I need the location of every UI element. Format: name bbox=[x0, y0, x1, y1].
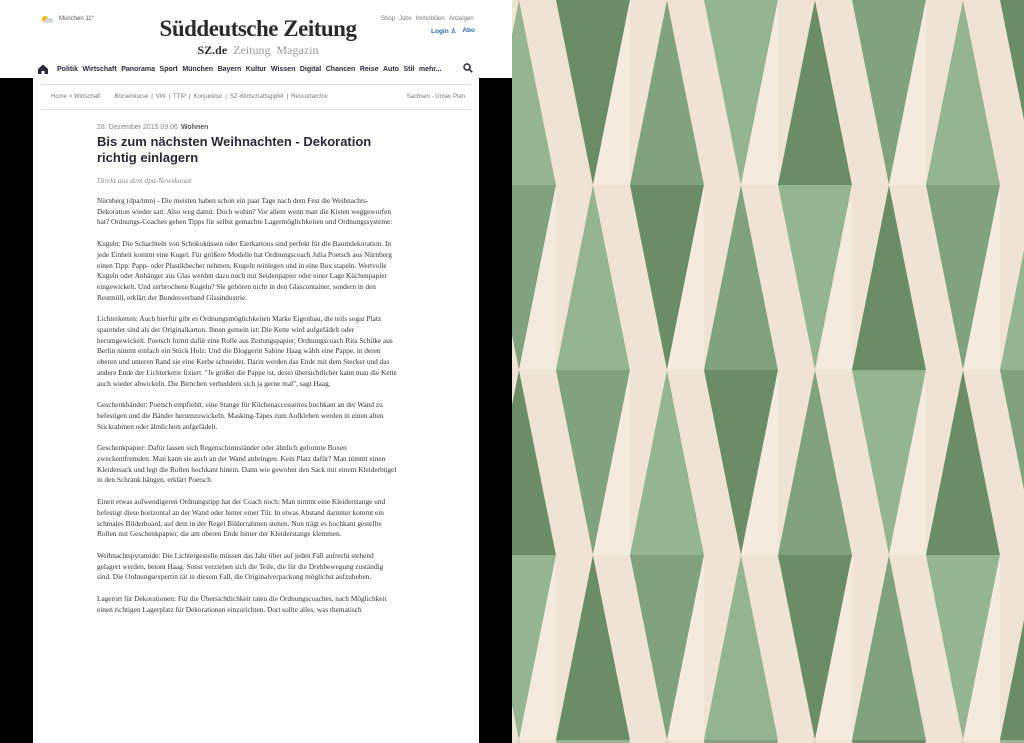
triangle-pattern bbox=[512, 0, 1024, 743]
login-row bbox=[431, 27, 475, 35]
breadcrumb-boersenkurse[interactable]: Börsenkurse bbox=[114, 94, 149, 100]
nav-chancen[interactable]: Chancen bbox=[325, 65, 356, 73]
anzeigen-link[interactable]: Anzeigen bbox=[448, 16, 474, 22]
breadcrumb-vw[interactable]: VW bbox=[155, 94, 166, 100]
nav-sport[interactable]: Sport bbox=[159, 65, 178, 73]
article-paragraph: Einen etwas aufwendigeren Ordnungstipp hat der Coach noch: Man nimmt eine Kleiderstange und befestigt diese horizontal an der Wand oder hinter einer Tür. In etwas Abstand darunter kommt ein schmales Bilderboard, auf dem in der Regel Bilderrahmen stehen. Nun trägt es hochkant gestellte Rollen mit Geschenkpapier, die am oberen Ende hinter der Kleiderstange klemmen. bbox=[97, 497, 386, 539]
nav-wirtschaft[interactable]: Wirtschaft bbox=[82, 65, 117, 73]
breadcrumb-ressortarchiv[interactable]: Ressortarchiv bbox=[291, 94, 328, 100]
pattern-panel bbox=[512, 0, 1024, 743]
masthead[interactable] bbox=[152, 17, 364, 57]
shop-link[interactable]: Shop bbox=[381, 16, 396, 22]
masthead-subnav bbox=[152, 43, 364, 57]
nav-politik[interactable]: Politik bbox=[57, 65, 79, 73]
article-meta bbox=[97, 124, 397, 131]
zeitung-link[interactable]: Zeitung bbox=[233, 43, 271, 57]
site-header bbox=[0, 0, 512, 80]
breadcrumb-subnav bbox=[115, 94, 328, 100]
nav-panorama[interactable]: Panorama bbox=[121, 65, 156, 73]
article-body bbox=[97, 196, 397, 616]
breadcrumb bbox=[41, 84, 471, 110]
nav-wissen[interactable]: Wissen bbox=[270, 65, 296, 73]
breadcrumb-separator: | bbox=[286, 94, 289, 100]
service-links bbox=[381, 16, 474, 22]
immobilien-link[interactable]: Immobilien bbox=[415, 16, 445, 22]
nav-digital[interactable]: Digital bbox=[299, 65, 322, 73]
breadcrumb-separator: | bbox=[225, 94, 227, 100]
article-paragraph: Weihnachtspyramide: Die Lichtergestelle müssen das Jahr über auf jeden Fall aufrecht stehend gelagert werden, betont Haag. Sonst verziehen sich die Teile, die für die Drehbewegung zuständig sind. Die Ordnungsexpertin rät in diesem Fall, die Originalverpackung möglichst aufzuheben. bbox=[97, 550, 384, 582]
abo-link[interactable]: Abo bbox=[462, 27, 475, 34]
breadcrumb-separator: | bbox=[168, 94, 170, 100]
sz-de-link[interactable]: SZ.de bbox=[197, 43, 228, 57]
article-paragraph: Geschenkbänder: Poetsch empfiehlt, eine Stange für Küchenaccessoires hochkant an der Wand zu befestigen und die Bänder herumzuwickeln. Masking-Tapes zum Aufkleben werden in einen alten Stickrahmen oder ähnlichem aufgefädelt. bbox=[97, 400, 384, 431]
nav-auto[interactable]: Auto bbox=[383, 65, 399, 73]
article-page bbox=[33, 78, 479, 743]
breadcrumb-home[interactable]: Home > Wirtschaft bbox=[51, 94, 101, 100]
nav-reise[interactable]: Reise bbox=[359, 65, 379, 73]
article bbox=[97, 124, 397, 627]
search-icon[interactable] bbox=[463, 63, 473, 73]
article-paragraph: Nürnberg (dpa/tmn) - Die meisten haben schon ein paar Tage nach dem Fest die Weihnachts-Dekoration wieder satt. Also weg damit. Doch wohin? Vor allem wenn man die Kisten weggeworfen hat? Ordnungs-Coaches geben Tipps für selbst gemachte Lagermöglichkeiten und Ordnungssysteme: bbox=[97, 196, 393, 227]
breadcrumb-wirtschaftsgipfel[interactable]: SZ-Wirtschaftsgipfel bbox=[229, 94, 284, 100]
article-paragraph: Kugeln: Die Schachteln von Schokoküssen oder Eierkartons sind perfekt für die Baumdekoration. In jede Einheit kommt eine Kugel. Für größere Modelle hat Ordnungscoach Julia Poetsch aus Nürnberg einen Tipp: Papp- oder Plastikbecher nehmen, Kugeln reinlegen und in eine Box stapeln. Wertvolle Kugeln oder Anhänger aus Glas werden dazu noch mit Seidenpapier oder einer Lage Küchenpapier eingewickelt. Und zerbrochene Kugeln? Sie gehören nicht in den Glascontainer, sondern in den Restmüll, erklärt der Bundesverband Glasindustrie. bbox=[97, 239, 392, 302]
breadcrumb-separator: | bbox=[151, 94, 153, 100]
article-paragraph: Lichterketten: Auch hierfür gibt es Ordnungsmöglichkeiten Marke Eigenbau, die teils sogar Platz sparender sind als der Originalkarton. Ihnen gemein ist: Die Kette wird aufgefädelt oder herumgewickelt. Poetsch formt dafür eine Rolle aus Zeitungspapier, Ordnungscoach Rita Schilke aus Berlin nimmt einfach ein Stück Holz. Und die Bloggerin Sabine Haag wählt eine Pappe, in deren oberen und unteren Rand sie eine Kerbe schneidet. Darin werden das Ende mit dem Stecker und das andere Ende der Lichterkette fixiert. "Je größer die Pappe ist, desto übersichtlicher kann man die Kette auch wieder abwickeln. Die Birnchen verheddern sich ja gerne mal", sagt Haag. bbox=[97, 314, 397, 388]
breadcrumb-right-link[interactable]: Sachsen - Unser Plan bbox=[406, 94, 465, 100]
nav-kultur[interactable]: Kultur bbox=[245, 65, 267, 73]
sun-cloud-icon bbox=[40, 14, 54, 24]
article-section[interactable]: Wohnen bbox=[180, 124, 209, 131]
breadcrumb-ttip[interactable]: TTIP bbox=[173, 94, 186, 100]
home-icon[interactable] bbox=[37, 63, 49, 75]
article-date: 28. Dezember 2015 09:06 bbox=[97, 124, 178, 131]
magazin-link[interactable]: Magazin bbox=[276, 43, 319, 57]
article-paragraph: Geschenkpapier: Dafür lassen sich Regenschirmständer oder ähnlich geformte Boxen zweckentfremden. Man kann sie auch an der Wand anbringen. Kein Platz dafür? Man nimmt einen Kleidersack und legt die Rollen hochkant hinein. Dann wie gewohnt den Sack mit einem Kleiderbügel in den Schrank hängen, erklärt Poetsch. bbox=[97, 443, 397, 485]
main-navigation bbox=[37, 60, 477, 78]
breadcrumb-konjunktur[interactable]: Konjunktur bbox=[193, 94, 223, 100]
left-margin bbox=[0, 78, 33, 743]
nav-muenchen[interactable]: München bbox=[182, 65, 214, 73]
breadcrumb-separator: | bbox=[189, 94, 191, 100]
jobs-link[interactable]: Jobs bbox=[399, 16, 412, 22]
nav-stil[interactable]: Stil bbox=[403, 65, 415, 73]
user-icon: ♙ bbox=[450, 28, 457, 35]
article-title: Bis zum nächsten Weihnachten - Dekoration richtig einlagern bbox=[97, 134, 372, 165]
weather-text: München 11° bbox=[59, 16, 94, 22]
nav-mehr[interactable]: mehr... bbox=[418, 65, 442, 73]
login-link[interactable]: Login ♙ bbox=[431, 28, 457, 35]
right-margin bbox=[479, 78, 512, 743]
article-source: Direkt aus dem dpa-Newskanal bbox=[97, 176, 192, 185]
weather-widget[interactable] bbox=[40, 14, 94, 24]
nav-bayern[interactable]: Bayern bbox=[217, 65, 242, 73]
brand-logo[interactable]: Süddeutsche Zeitung bbox=[159, 16, 357, 41]
article-paragraph: Lagerort für Dekorationen: Für die Übersichtlichkeit raten die Ordnungscoaches, nach Möglichkeit einen richtigen Lagerplatz für Dekorationen einzurichten. Dort sollte alles, was thematisch bbox=[97, 594, 387, 614]
